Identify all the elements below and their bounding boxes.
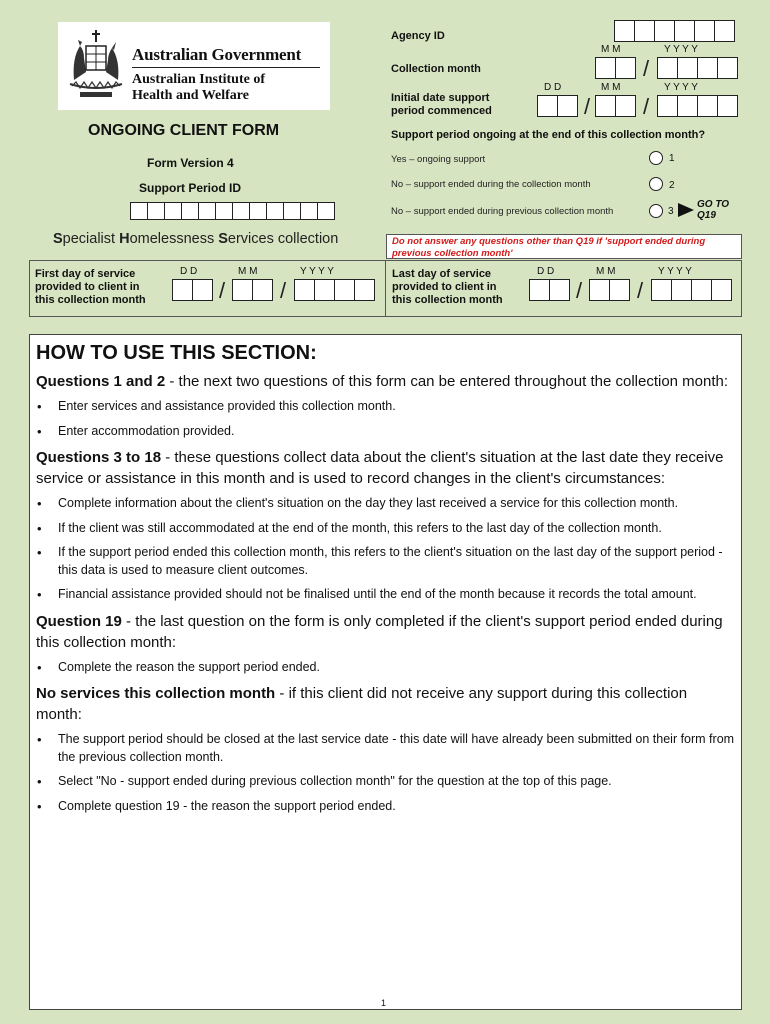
date-slash: / — [637, 278, 644, 303]
support-period-id-label: Support Period ID — [139, 181, 241, 195]
list-item: • Complete information about the client's situation on the day they last received a service for this collection month. — [36, 495, 737, 513]
agency-id-label: Agency ID — [391, 30, 445, 42]
list-item: • Enter accommodation provided. — [36, 423, 737, 441]
first-day-dd-input[interactable] — [172, 279, 212, 301]
government-title: Australian Government — [132, 45, 302, 64]
option-ongoing-radio[interactable] — [649, 151, 663, 165]
first-day-yyyy-input[interactable] — [294, 279, 374, 301]
collection-month-label: Collection month — [391, 63, 481, 75]
list-item: • Financial assistance provided should not be finalised until the end of the month because it records the total amount. — [36, 586, 737, 604]
option-ended-this-month-code: 2 — [669, 180, 675, 191]
first-day-label: First day of service provided to client in this collection month — [35, 268, 146, 306]
first-day-yyyy-header: Y Y Y Y — [300, 266, 334, 277]
instructions-panel — [29, 334, 742, 1010]
option-ongoing-code: 1 — [669, 153, 675, 164]
last-day-dd-header: D D — [537, 266, 555, 277]
initial-date-dd-header: D D — [544, 82, 562, 93]
list-item: • If the support period ended this collection month, this refers to the client's situation on the last day of the support period - this data is used to measure client outcomes. — [36, 544, 737, 579]
first-day-mm-input[interactable] — [232, 279, 272, 301]
first-day-mm-header: M M — [238, 266, 258, 277]
instructions-title: HOW TO USE THIS SECTION: — [36, 342, 317, 364]
warning-note: Do not answer any questions other than Q19 if 'support ended during previous collection month' — [386, 234, 742, 259]
date-slash: / — [219, 278, 226, 303]
option-ended-previous-month-label: No – support ended during previous collection month — [391, 206, 614, 217]
divider — [29, 260, 30, 317]
institute-name-line2: Health and Welfare — [132, 88, 249, 103]
initial-date-yyyy-header: Y Y Y Y — [664, 82, 698, 93]
option-ended-this-month-label: No – support ended during the collection month — [391, 179, 591, 190]
divider — [741, 260, 742, 317]
title-divider — [132, 67, 320, 68]
date-slash: / — [643, 94, 650, 119]
support-period-id-input[interactable] — [130, 202, 334, 220]
last-day-label: Last day of service provided to client in this collection month — [392, 268, 503, 306]
last-day-yyyy-header: Y Y Y Y — [658, 266, 692, 277]
date-slash: / — [576, 278, 583, 303]
option-ended-this-month-radio[interactable] — [649, 177, 663, 191]
collection-name: Specialist Homelessness Services collection — [53, 231, 339, 247]
list-item: • Complete question 19 - the reason the support period ended. — [36, 798, 737, 816]
last-day-dd-input[interactable] — [529, 279, 569, 301]
option-ended-previous-month-code: 3 — [668, 206, 674, 217]
list-item: • Complete the reason the support period ended. — [36, 659, 737, 677]
ongoing-question: Support period ongoing at the end of this collection month? — [391, 129, 706, 141]
no-services-intro: No services this collection month - if this client did not receive any support during this collection month: — [36, 685, 688, 723]
initial-date-mm-header: M M — [601, 82, 621, 93]
option-ongoing-label: Yes – ongoing support — [391, 154, 486, 165]
collection-month-yyyy-header: Y Y Y Y — [664, 44, 698, 55]
goto-q19: GO TO Q19 — [697, 199, 730, 221]
q1-2-intro: Questions 1 and 2 - the next two questions of this form can be entered throughout the collection month: — [36, 373, 729, 390]
list-item: • Enter services and assistance provided this collection month. — [36, 398, 737, 416]
collection-month-yyyy-input[interactable] — [657, 57, 737, 79]
coat-of-arms-icon — [66, 28, 126, 102]
last-day-mm-header: M M — [596, 266, 616, 277]
date-slash: / — [584, 94, 591, 119]
divider — [385, 260, 386, 317]
option-ended-previous-month-radio[interactable] — [649, 204, 663, 218]
last-day-mm-input[interactable] — [589, 279, 629, 301]
agency-logo — [58, 22, 330, 110]
list-item: • Select "No - support ended during previous collection month" for the question at the top of this page. — [36, 773, 737, 791]
institute-name — [132, 72, 265, 104]
agency-id-input[interactable] — [614, 20, 734, 42]
initial-date-label: Initial date support period commenced — [391, 92, 492, 117]
q19-intro: Question 19 - the last question on the form is only completed if the client's support period ended during this collection month: — [36, 612, 723, 651]
form-title: ONGOING CLIENT FORM — [88, 122, 280, 139]
page-number: 1 — [381, 998, 387, 1008]
initial-date-mm-input[interactable] — [595, 95, 635, 117]
collection-month-mm-header: M M — [601, 44, 621, 55]
institute-name-line1: Australian Institute of — [132, 72, 266, 87]
arrow-right-icon — [678, 203, 694, 217]
first-day-dd-header: D D — [180, 266, 198, 277]
last-day-yyyy-input[interactable] — [651, 279, 731, 301]
date-slash: / — [643, 56, 650, 81]
date-slash: / — [280, 278, 287, 303]
list-item: • If the client was still accommodated at the end of the month, this refers to the last day of the collection month. — [36, 520, 737, 538]
list-item: • The support period should be closed at the last service date - this date will have already been submitted on their form from the previous collection month. — [36, 731, 737, 766]
form-version: Form Version 4 — [147, 156, 234, 170]
initial-date-dd-input[interactable] — [537, 95, 577, 117]
collection-month-mm-input[interactable] — [595, 57, 635, 79]
q3-18-intro: Questions 3 to 18 - these questions collect data about the client's situation at the last date they receive service or assistance in this month and is used to record changes in the client's circumstances: — [36, 449, 724, 487]
initial-date-yyyy-input[interactable] — [657, 95, 737, 117]
